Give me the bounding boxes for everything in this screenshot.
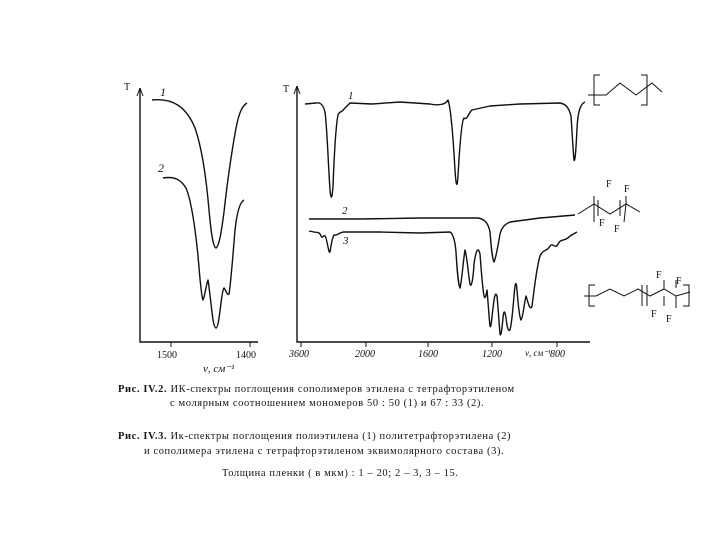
ptfe-chain <box>578 204 640 214</box>
ptfe-atom-2: F <box>624 184 630 195</box>
right-curve-3 <box>309 231 577 335</box>
caption-fig3-line1 <box>118 431 511 442</box>
caption-fig2-line2: с молярным соотношением мономеров 50 : 50 (1) и 67 : 33 (2). <box>170 398 485 409</box>
right-tick-label-1200: 1200 <box>482 349 502 360</box>
structure-ptfe <box>578 179 640 235</box>
left-tick-label-1400: 1400 <box>236 350 256 361</box>
caption-fig3-note: Толщина пленки ( в мкм) : 1 – 20; 2 – 3, 3 – 15. <box>222 468 459 479</box>
right-tick-label-3600: 3600 <box>289 349 309 360</box>
caption-fig3-label: Рис. IV.3. <box>118 431 168 442</box>
left-axes <box>140 88 258 342</box>
caption-fig3-text1: Ик-спектры поглощения полиэтилена (1) политетрафторэтилена (2) <box>170 431 512 442</box>
right-curve-1 <box>305 100 585 197</box>
right-y-label: T <box>283 84 290 95</box>
right-curve-label-1: 1 <box>348 90 354 102</box>
co-atom-3: F <box>651 309 657 320</box>
pe-bracket-left <box>594 75 600 105</box>
right-curve-label-3: 3 <box>343 235 349 247</box>
co-atom-1: F <box>656 270 662 281</box>
left-tick-label-1500: 1500 <box>157 350 177 361</box>
figure-right <box>283 84 590 360</box>
ptfe-atom-1: F <box>606 179 612 190</box>
ptfe-atom-3: F <box>599 218 605 229</box>
caption-fig2-line1 <box>118 384 515 395</box>
right-curve-label-2: 2 <box>342 205 348 217</box>
left-curve-label-1: 1 <box>160 85 166 99</box>
left-y-label: T <box>124 82 131 93</box>
figure-left <box>124 82 258 375</box>
co-bracket-right <box>683 285 689 306</box>
caption-fig2-label: Рис. IV.2. <box>118 384 168 395</box>
pe-chain <box>588 83 662 95</box>
structure-copolymer <box>584 270 690 325</box>
right-x-label: ν, см⁻¹ <box>525 348 551 358</box>
right-axes <box>297 86 590 342</box>
co-brackets-mid <box>642 285 647 306</box>
co-atom-2: F <box>676 276 682 287</box>
left-curve-1 <box>152 100 247 248</box>
left-curve-2 <box>163 177 244 328</box>
right-tick-label-1600: 1600 <box>418 349 438 360</box>
right-tick-label-800: 800 <box>550 349 565 360</box>
left-x-label: ν, см⁻¹ <box>203 363 235 375</box>
caption-fig2-text1: ИК-спектры поглощения сополимеров этилена с тетрафторэтиленом <box>170 384 515 395</box>
caption-fig3-line2: и сополимера этилена с тетрафторэтиленом эквимолярного состава (3). <box>144 446 505 457</box>
co-bonds <box>664 280 676 308</box>
co-atom-4: F <box>666 314 672 325</box>
ptfe-atom-4: F <box>614 224 620 235</box>
left-curve-label-2: 2 <box>158 161 164 175</box>
right-tick-label-2000: 2000 <box>355 349 375 360</box>
co-chain <box>584 289 690 296</box>
right-curve-2 <box>309 215 575 262</box>
structure-polyethylene <box>588 75 662 105</box>
